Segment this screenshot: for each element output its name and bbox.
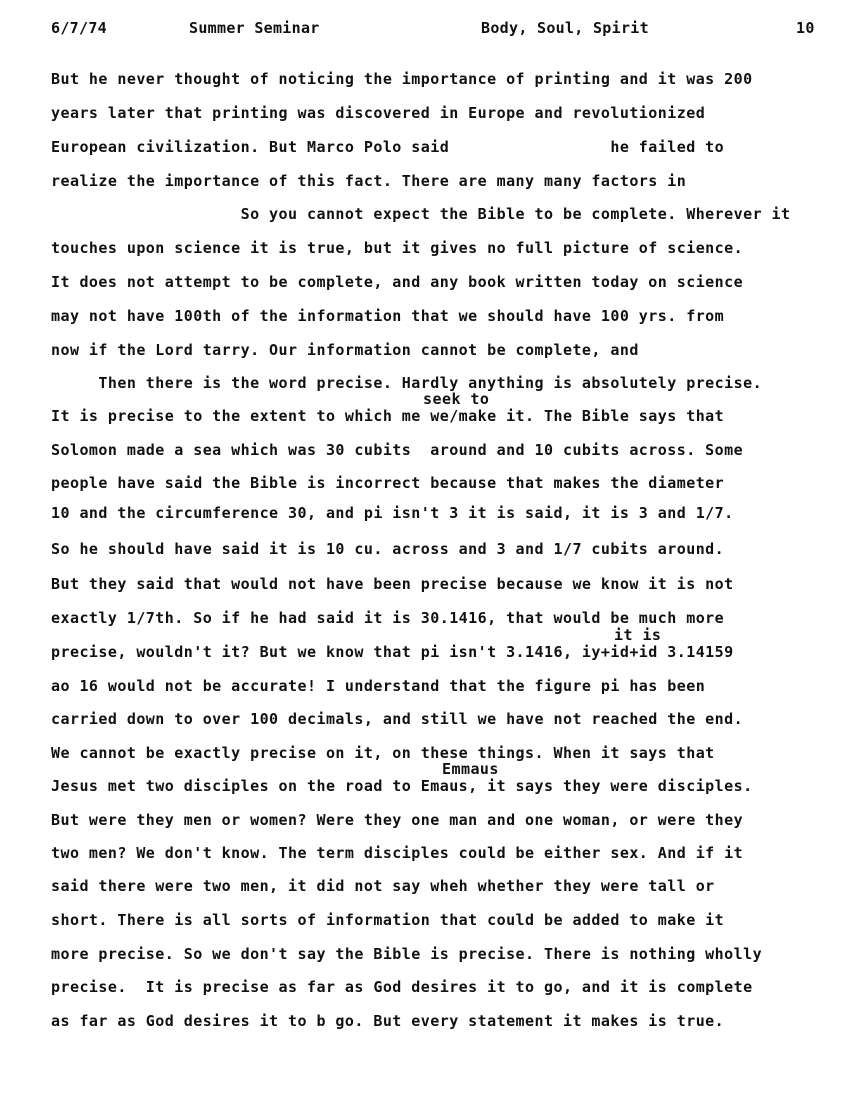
text-line: But they said that would not have been precise because we know it is not	[51, 575, 734, 593]
text-line: realize the importance of this fact. There are many many factors in	[51, 172, 687, 190]
text-line: ao 16 would not be accurate! I understand that the figure pi has been	[51, 677, 706, 695]
text-line: So he should have said it is 10 cu. across and 3 and 1/7 cubits around.	[51, 540, 725, 558]
text-line: Jesus met two disciples on the road to Emaus, it says they were disciples.	[51, 777, 753, 795]
text-line: short. There is all sorts of information that could be added to make it	[51, 911, 725, 929]
header-topic: Body, Soul, Spirit	[481, 19, 649, 37]
text-line: as far as God desires it to b go. But every statement it makes is true.	[51, 1012, 725, 1030]
handwritten-insertion: Emmaus	[442, 760, 499, 778]
text-line: people have said the Bible is incorrect because that makes the diameter	[51, 474, 725, 492]
text-line: may not have 100th of the information that we should have 100 yrs. from	[51, 307, 725, 325]
text-line: Then there is the word precise. Hardly anything is absolutely precise.	[51, 374, 763, 392]
handwritten-insertion: it is	[614, 626, 662, 644]
text-line: But were they men or women? Were they one man and one woman, or were they	[51, 811, 744, 829]
text-line: touches upon science it is true, but it gives no full picture of science.	[51, 239, 744, 257]
text-line: So you cannot expect the Bible to be complete. Wherever it	[51, 205, 791, 223]
text-line: carried down to over 100 decimals, and still we have not reached the end.	[51, 710, 744, 728]
text-line: exactly 1/7th. So if he had said it is 30.1416, that would be much more	[51, 609, 725, 627]
text-line: two men? We don't know. The term disciples could be either sex. And if it	[51, 844, 744, 862]
text-line: now if the Lord tarry. Our information cannot be complete, and	[51, 341, 639, 359]
text-line: It is precise to the extent to which me we/make it. The Bible says that	[51, 407, 725, 425]
header-date: 6/7/74	[51, 19, 107, 37]
header-course: Summer Seminar	[189, 19, 320, 37]
text-line: said there were two men, it did not say wheh whether they were tall or	[51, 877, 715, 895]
text-line: 10 and the circumference 30, and pi isn't 3 it is said, it is 3 and 1/7.	[51, 504, 734, 522]
text-line: European civilization. But Marco Polo said he failed to	[51, 138, 725, 156]
text-line: years later that printing was discovered in Europe and revolutionized	[51, 104, 706, 122]
page-number: 10	[796, 19, 815, 37]
text-line: But he never thought of noticing the importance of printing and it was 200	[51, 70, 753, 88]
text-line: precise. It is precise as far as God desires it to go, and it is complete	[51, 978, 753, 996]
text-line: precise, wouldn't it? But we know that pi isn't 3.1416, iy+id+id 3.14159	[51, 643, 734, 661]
text-line: Solomon made a sea which was 30 cubits around and 10 cubits across. Some	[51, 441, 744, 459]
text-line: It does not attempt to be complete, and any book written today on science	[51, 273, 744, 291]
text-line: more precise. So we don't say the Bible is precise. There is nothing wholly	[51, 945, 763, 963]
text-line: We cannot be exactly precise on it, on these things. When it says that	[51, 744, 715, 762]
handwritten-insertion: seek to	[423, 390, 490, 408]
